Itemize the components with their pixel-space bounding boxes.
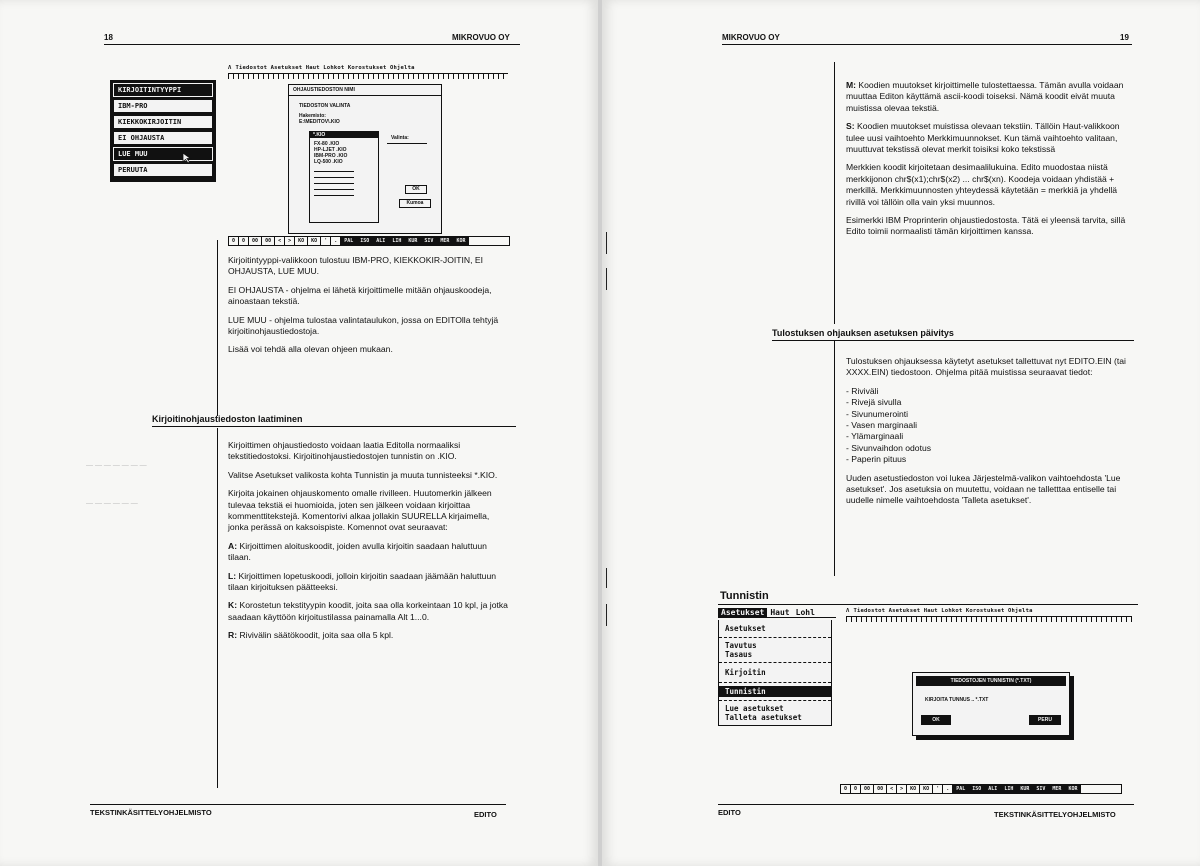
header-title: MIKROVUO OY bbox=[722, 33, 780, 42]
header-title: MIKROVUO OY bbox=[452, 33, 510, 42]
menu-item-lue-muu[interactable]: LUE MUU bbox=[113, 147, 213, 161]
paragraph: Lisää voi tehdä alla olevan ohjeen mukaan. bbox=[228, 344, 393, 355]
page-number: 19 bbox=[1120, 33, 1129, 42]
command-entry: M: Koodien muutokset kirjoittimelle tulostettaessa. Tämän avulla voidaan muuttaa Editon käyttämä ascii-koodi toiseksi. Nämä koodit eivät muuta muistissa olevaa tekstiä. bbox=[846, 80, 1124, 113]
dropdown-item-talleta-asetukset[interactable]: Talleta asetukset bbox=[725, 713, 802, 722]
footer-rule bbox=[90, 804, 506, 805]
section-rule bbox=[718, 604, 1138, 605]
section-text bbox=[846, 356, 1132, 514]
footer-left: TEKSTINKÄSITTELYOHJELMISTO bbox=[90, 808, 212, 817]
paragraph: Kirjoitintyyppi-valikkoon tulostuu IBM-PRO, KIEKKOKIR-JOITIN, EI OHJAUSTA, LUE MUU. bbox=[228, 255, 484, 277]
file-item[interactable]: LQ-500 .KIO bbox=[314, 159, 343, 165]
editor-screenshot bbox=[846, 608, 1132, 622]
file-item[interactable]: FX-80 .KIO bbox=[314, 141, 340, 147]
menu-item-ibm-pro[interactable]: IBM-PRO bbox=[113, 99, 213, 113]
valinta-label: Valinta: bbox=[391, 135, 409, 141]
list-item: - Sivunvaihdon odotus bbox=[846, 442, 932, 453]
bleed-through: — — — — — — — bbox=[86, 462, 147, 469]
tunnistin-dialog bbox=[912, 672, 1070, 736]
menu-bar: Λ Tiedostot Asetukset Haut Lohkot Korostukset Ohjelta bbox=[846, 608, 1033, 614]
scan-mark bbox=[606, 568, 607, 588]
column-rule bbox=[217, 428, 218, 788]
command-entry: L: Kirjoittimen lopetuskoodi, jolloin kirjoitin saadaan jäämään haluttuun tilaan kirjoituksen päätteeksi. bbox=[228, 570, 497, 593]
tab-haut[interactable]: Haut bbox=[770, 608, 790, 617]
left-page bbox=[0, 0, 598, 866]
hakemisto-label: Hakemisto: bbox=[299, 113, 326, 119]
paragraph: Tulostuksen ohjauksessa käytetyt asetukset tallettuvat nyt EDITO.EIN (tai XXXX.EIN) tiedostoon. Ohjelma pitää muistissa seuraavat tiedot: bbox=[846, 356, 1126, 378]
command-entry: R: Rivivälin säätökoodit, joita saa olla 5 kpl. bbox=[228, 630, 394, 641]
commands-text bbox=[846, 80, 1132, 245]
section-rule bbox=[772, 340, 1134, 341]
printer-type-menu bbox=[110, 80, 216, 182]
column-rule bbox=[217, 240, 218, 416]
section-title: Tulostuksen ohjauksen asetuksen päivitys bbox=[772, 328, 954, 338]
hakemisto-path: E:\MEDITOV\.KIO bbox=[299, 119, 340, 125]
footer-right: TEKSTINKÄSITTELYOHJELMISTO bbox=[994, 810, 1116, 819]
list-item: - Vasen marginaali bbox=[846, 420, 918, 431]
menu-bar: Λ Tiedostot Asetukset Haut Lohkot Korostukset Ohjelta bbox=[228, 65, 415, 71]
paragraph: Uuden asetustiedoston voi lukea Järjestelmä-valikon vaihtoehdosta 'Lue asetukset'. Jos asetuksia on muutettu, voidaan ne talletttaa entiselle tai uudelle nimelle vaihtoehdosta 'Talleta asetukset'. bbox=[846, 472, 1121, 506]
section-title: Kirjoitinohjaustiedoston laatiminen bbox=[152, 414, 303, 424]
file-filter: *.KIO bbox=[310, 132, 378, 138]
paragraph: Valitse Asetukset valikosta kohta Tunnistin ja muuta tunnisteeksi *.KIO. bbox=[228, 469, 498, 480]
dialog-label: TIEDOSTON VALINTA bbox=[299, 103, 351, 109]
menu-tabs bbox=[718, 608, 836, 618]
dropdown-item-kirjoitin[interactable]: Kirjoitin bbox=[719, 663, 831, 683]
column-rule bbox=[834, 62, 835, 324]
footer-left: EDITO bbox=[718, 808, 741, 817]
right-page bbox=[602, 0, 1200, 866]
scan-mark bbox=[606, 268, 607, 290]
header-rule bbox=[722, 44, 1132, 45]
editor-screenshot bbox=[228, 65, 508, 79]
column-rule bbox=[834, 340, 835, 576]
settings-list bbox=[846, 386, 1132, 466]
file-list[interactable] bbox=[309, 131, 379, 223]
menu-item-peruuta[interactable]: PERUUTA bbox=[113, 163, 213, 177]
status-bar: 0 0 00 00 < > KO KO ' . PAL ISO ALI LIH KUR SIV MER KOR bbox=[840, 784, 1122, 794]
menu-item-kiekkokirjoitin[interactable]: KIEKKOKIRJOITIN bbox=[113, 115, 213, 129]
status-bar: 0 0 00 00 < > KO KO ' . PAL ISO ALI LIH KUR SIV MER KOR bbox=[228, 236, 510, 246]
ruler bbox=[228, 73, 508, 79]
list-item: - Riviväli bbox=[846, 385, 879, 396]
file-dialog bbox=[288, 84, 442, 234]
dialog-title: TIEDOSTOJEN TUNNISTIN (*.TXT) bbox=[916, 676, 1066, 686]
ok-button[interactable]: OK bbox=[921, 715, 951, 725]
page-number: 18 bbox=[104, 33, 113, 42]
command-entry: K: Korostetun tekstityypin koodit, joita saa olla korkeintaan 10 kpl, ja jotka saadaan käyttöön kirjoitustilassa painamalla Alt 1...0. bbox=[228, 600, 508, 622]
dialog-title: OHJAUSTIEDOSTON NIMI bbox=[289, 85, 441, 96]
list-item: - Rivejä sivulla bbox=[846, 397, 902, 408]
file-item[interactable]: HP-LJET .KIO bbox=[314, 147, 347, 153]
paragraph: Kirjoittimen ohjaustiedosto voidaan laatia Editolla normaaliksi tekstitiedostoksi. Kirjoitinohjaustiedostojen tunnistin on .KIO. bbox=[228, 440, 461, 462]
section-rule bbox=[152, 426, 516, 427]
paragraph: LUE MUU - ohjelma tulostaa valintataulukon, jossa on EDITOlla tehtyjä kirjoitinohjaustiedostoja. bbox=[228, 314, 499, 337]
paragraph: Kirjoita jokainen ohjauskomento omalle rivilleen. Huutomerkin jälkeen tulevaa tekstiä ei huomioida, joten sen jälkeen voidaan kirjoittaa kommenttitekstejä. Komentorivi alkaa jollakin SUURELLA kirjaimella, jonka perässä on kaksoispiste. Komennot ovat seuraavat: bbox=[228, 488, 492, 533]
tunnistin-title: Tunnistin bbox=[720, 590, 769, 602]
tab-asetukset[interactable]: Asetukset bbox=[718, 608, 767, 617]
ruler bbox=[846, 616, 1132, 622]
asetukset-dropdown bbox=[718, 620, 832, 726]
list-item: - Sivunumerointi bbox=[846, 408, 909, 419]
list-item: - Paperin pituus bbox=[846, 454, 907, 465]
ok-button[interactable]: OK bbox=[405, 185, 427, 194]
mouse-pointer-icon bbox=[182, 152, 192, 164]
menu-item-ei-ohjausta[interactable]: EI OHJAUSTA bbox=[113, 131, 213, 145]
dropdown-item-asetukset[interactable]: Asetukset bbox=[719, 620, 831, 638]
paragraph: EI OHJAUSTA - ohjelma ei lähetä kirjoittimelle mitään ohjauskoodeja, ainoastaan tekstiä. bbox=[228, 284, 492, 307]
dropdown-item-tavutus[interactable]: Tavutus bbox=[725, 641, 757, 650]
command-entry: A: Kirjoittimen aloituskoodit, joiden avulla kirjoitin saadaan haluttuun tilaan. bbox=[228, 540, 487, 563]
header-rule bbox=[104, 44, 520, 45]
scan-mark bbox=[606, 232, 607, 254]
cancel-button[interactable]: PERU bbox=[1029, 715, 1061, 725]
menu-title: KIRJOITINTYYPPI bbox=[113, 83, 213, 97]
tab-lohkot[interactable]: Lohl bbox=[795, 608, 815, 617]
bleed-through: — — — — — — bbox=[86, 500, 138, 507]
section-text bbox=[228, 440, 512, 649]
valinta-input[interactable] bbox=[387, 143, 427, 144]
dropdown-item-tunnistin[interactable]: Tunnistin bbox=[719, 686, 831, 697]
scan-mark bbox=[606, 604, 607, 626]
list-item: - Ylämarginaali bbox=[846, 431, 904, 442]
cancel-button[interactable]: Kumoa bbox=[399, 199, 431, 208]
footer-rule bbox=[718, 804, 1134, 805]
paragraph: Merkkien koodit kirjoitetaan desimaalilukuina. Edito muodostaa niistä merkkijonon chr$(x1);chr$(x2) ... chr$(xn). Koodeja voidaan yhdistää + merkillä. Merkkimuunnosten yhteydessä käytetään = merkkiä ja yhdellä rivillä voi tällöin olla vain yksi muunnos. bbox=[846, 162, 1118, 207]
dropdown-item-tasaus[interactable]: Tasaus bbox=[719, 650, 831, 663]
command-entry: S: Koodien muutokset muistissa olevaan tekstiin. Tällöin Haut-valikkoon tulee uusi vaihtoehto Merkkimuunnokset. Kun tämä vaihtoehto valitaan, muuttuvat tekstissä olevat merkit toisiksi koko tekstissä bbox=[846, 121, 1120, 155]
file-item[interactable]: IBM-PRO .KIO bbox=[314, 153, 348, 159]
footer-right: EDITO bbox=[474, 810, 497, 819]
dropdown-item-lue-asetukset[interactable]: Lue asetukset bbox=[719, 700, 831, 713]
intro-text bbox=[228, 255, 514, 363]
dialog-text: KIRJOITA TUNNUS .. *.TXT bbox=[925, 697, 989, 703]
paragraph: Esimerkki IBM Proprinterin ohjaustiedostosta. Tätä ei yleensä tarvita, sillä Edito toimii normaalisti tämän kirjoittimen kanssa. bbox=[846, 215, 1126, 237]
